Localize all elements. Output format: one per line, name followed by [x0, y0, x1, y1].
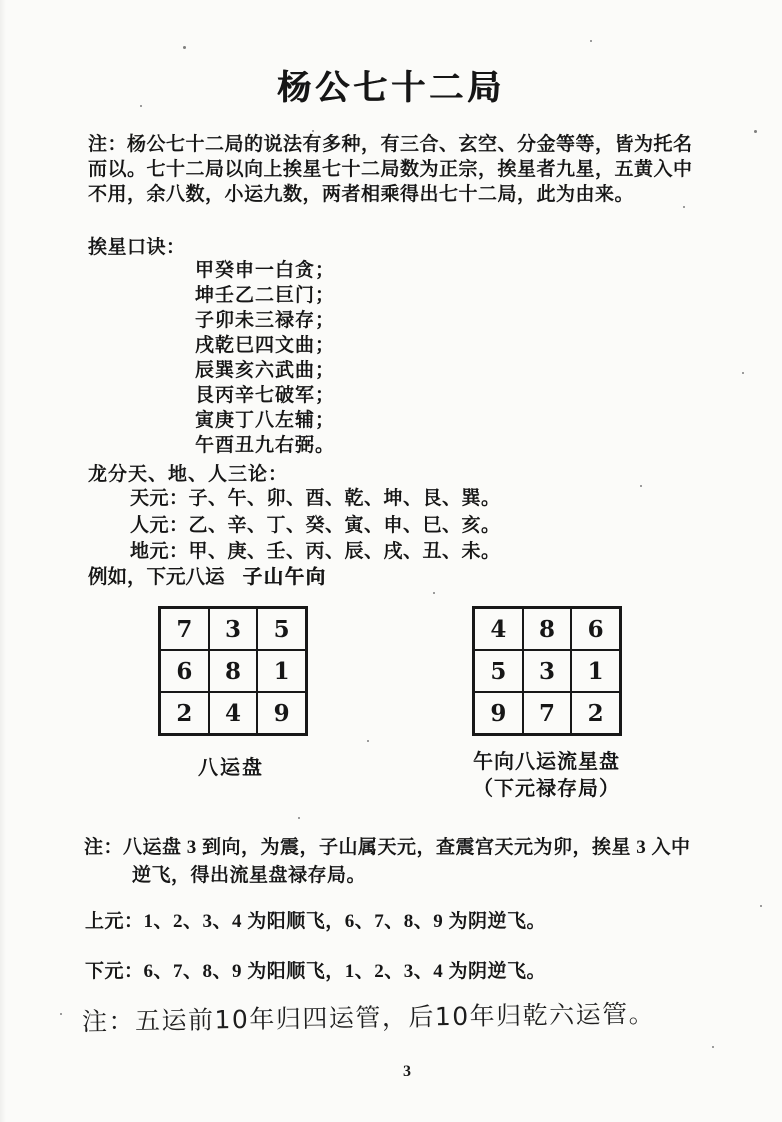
grid-cell: 6	[160, 650, 209, 692]
scan-speckle	[298, 817, 300, 819]
grid-cell: 3	[523, 650, 572, 692]
explanation-line: 注：八运盘 3 到向，为震，子山属天元，查震宫天元为卯，挨星 3 入中	[84, 837, 691, 858]
star-formula-line: 戌乾巳四文曲；	[195, 335, 336, 356]
intro-line: 注：杨公七十二局的说法有多种，有三合、玄空、分金等等，皆为托名	[88, 134, 693, 155]
star-formula-line: 寅庚丁八左辅；	[195, 410, 336, 431]
human-yuan-line: 人元：乙、辛、丁、癸、寅、申、巳、亥。	[130, 514, 501, 536]
grid-cell: 5	[257, 608, 306, 650]
lower-yuan-rule: 下元：6、7、8、9 为阳顺飞，1、2、3、4 为阴逆飞。	[85, 961, 547, 982]
grid-cell: 4	[209, 692, 258, 734]
scan-speckle	[640, 485, 642, 487]
star-formula-line: 甲癸申一白贪；	[195, 260, 336, 281]
heaven-yuan-line: 天元：子、午、卯、酉、乾、坤、艮、巽。	[130, 488, 501, 509]
grid-cell: 5	[474, 650, 523, 692]
grid-cell: 7	[160, 608, 209, 650]
scan-speckle	[183, 46, 186, 49]
intro-line: 而以。七十二局以向上挨星七十二局数为正宗，挨星者九星，五黄入中	[88, 159, 693, 180]
grid-cell: 6	[571, 608, 620, 650]
star-formula-list	[195, 258, 335, 458]
right-grid-caption-line1: 午向八运流星盘	[473, 751, 620, 773]
star-formula-line: 午酉丑九右弼。	[195, 435, 336, 456]
star-formula-line: 坤壬乙二巨门；	[195, 285, 336, 306]
star-formula-line: 艮丙辛七破军；	[195, 385, 336, 406]
right-grid-caption	[444, 749, 649, 803]
scan-speckle	[367, 740, 369, 742]
intro-note-paragraph	[88, 132, 728, 207]
scan-speckle	[140, 105, 142, 107]
grid-cell: 9	[257, 692, 306, 734]
scan-speckle	[683, 206, 685, 208]
intro-line: 不用，余八数，小运九数，两者相乘得出七十二局，此为由来。	[88, 184, 635, 205]
grid-cell: 8	[209, 650, 258, 692]
grid-cell: 2	[160, 692, 209, 734]
grid-cell: 9	[474, 692, 523, 734]
star-formula-heading: 挨星口诀：	[88, 237, 186, 258]
star-formula-line: 辰巽亥六武曲；	[195, 360, 336, 381]
left-grid-caption: 八运盘	[198, 757, 264, 779]
handwritten-note: 注：五运前10年归四运管，后10年归乾六运管。	[81, 999, 656, 1037]
upper-yuan-rule: 上元：1、2、3、4 为阳顺飞，6、7、8、9 为阴逆飞。	[85, 911, 547, 932]
scan-speckle	[433, 592, 435, 594]
grid-cell: 4	[474, 608, 523, 650]
explanation-note	[84, 834, 744, 889]
grid-cell: 7	[523, 692, 572, 734]
scan-speckle	[712, 1046, 714, 1048]
grid-cell: 1	[257, 650, 306, 692]
flying-star-luoshu-grid	[472, 606, 622, 736]
scan-speckle	[742, 372, 744, 374]
example-prefix: 例如，下元八运	[88, 567, 225, 588]
page-number: 3	[403, 1063, 411, 1080]
example-mountain-direction: 子山午向	[242, 567, 327, 588]
eight-yun-luoshu-grid	[158, 606, 308, 736]
grid-cell: 1	[571, 650, 620, 692]
explanation-line: 逆飞，得出流星盘禄存局。	[132, 864, 367, 886]
earth-yuan-line: 地元：甲、庚、壬、丙、辰、戌、丑、未。	[130, 541, 501, 562]
grid-cell: 8	[523, 608, 572, 650]
scan-speckle	[60, 1013, 62, 1015]
scan-speckle	[760, 905, 762, 907]
star-formula-line: 子卯未三禄存；	[195, 310, 336, 331]
grid-cell: 2	[571, 692, 620, 734]
page-title: 杨公七十二局	[277, 70, 505, 107]
scan-speckle	[312, 130, 314, 132]
scan-speckle	[590, 40, 592, 42]
scan-speckle	[754, 130, 757, 133]
dragon-section-heading: 龙分天、地、人三论：	[88, 464, 289, 485]
example-line	[88, 561, 327, 589]
grid-cell: 3	[209, 608, 258, 650]
right-grid-caption-line2: （下元禄存局）	[473, 778, 620, 800]
dragon-section-lines	[130, 486, 501, 566]
